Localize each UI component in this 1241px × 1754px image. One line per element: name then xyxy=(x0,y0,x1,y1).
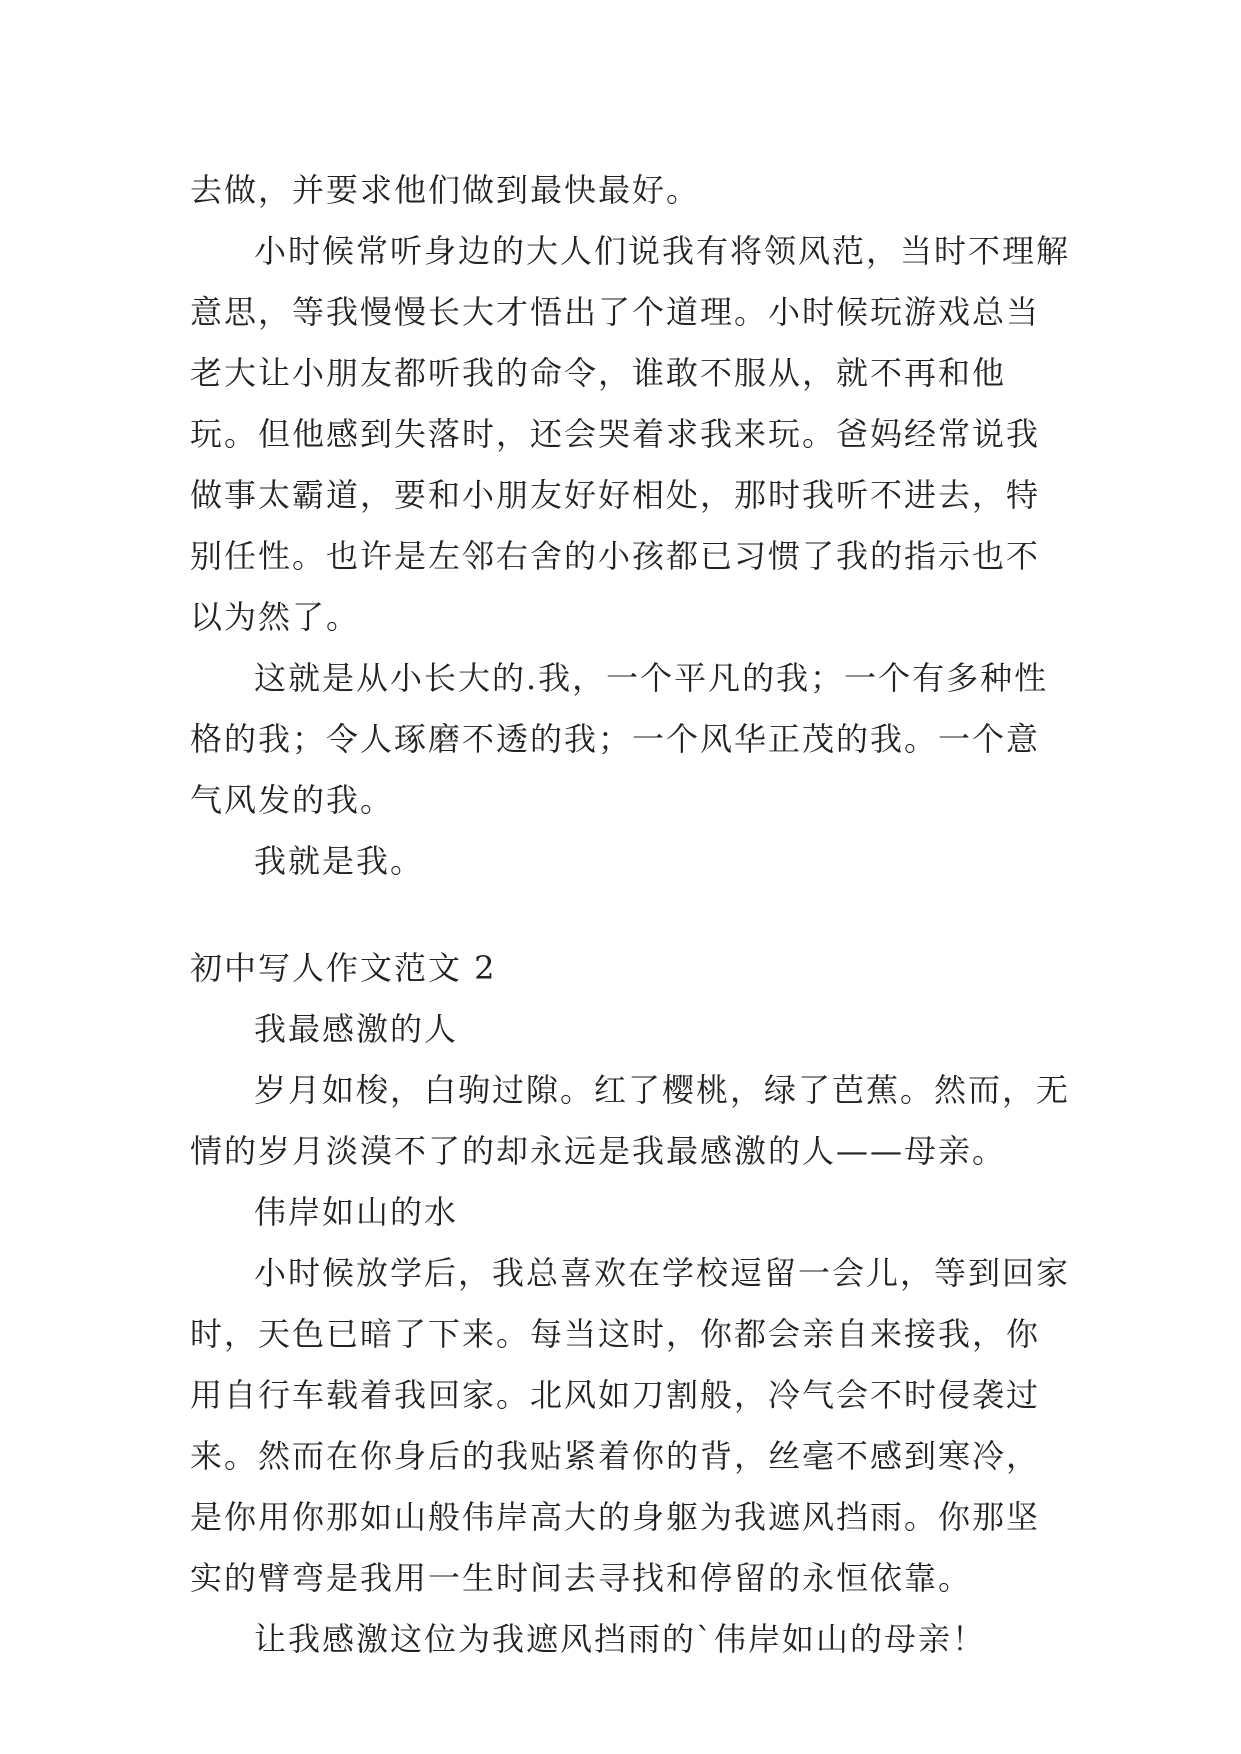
paragraph-summary: 这就是从小长大的.我，一个平凡的我；一个有多种性格的我；令人琢磨不透的我；一个风华正茂的我。一个意气风发的我。 xyxy=(190,659,1049,819)
section-subtitle: 伟岸如山的水 xyxy=(254,1193,459,1231)
paragraph-end: 我就是我。 xyxy=(254,842,425,880)
essay-title: 我最感激的人 xyxy=(254,1010,459,1048)
paragraph-childhood: 小时候常听身边的大人们说我有将领风范，当时不理解意思，等我慢慢长大才悟出了个道理。小时候玩游戏总当老大让小朋友都听我的命令，谁敢不服从，就不再和他玩。但他感到失落时，还会哭着求我来玩。爸妈经常说我做事太霸道，要和小朋友好好相处，那时我听不进去，特别任性。也许是左邻右舍的小孩都已习惯了我的指示也不以为然了。 xyxy=(190,232,1071,636)
paragraph-continuation: 去做，并要求他们做到最快最好。 xyxy=(190,171,701,209)
essay-heading: 初中写人作文范文 2 xyxy=(190,949,497,987)
paragraph-intro: 岁月如梭，白驹过隙。红了樱桃，绿了芭蕉。然而，无情的岁月淡漠不了的却永远是我最感激的人——母亲。 xyxy=(190,1071,1071,1170)
document-body xyxy=(190,160,1070,1670)
paragraph-story: 小时候放学后，我总喜欢在学校逗留一会儿，等到回家时，天色已暗了下来。每当这时，你都会亲自来接我，你用自行车载着我回家。北风如刀割般，冷气会不时侵袭过来。然而在你身后的我贴紧着你的背，丝毫不感到寒冷，是你用你那如山般伟岸高大的身躯为我遮风挡雨。你那坚实的臂弯是我用一生时间去寻找和停留的永恒依靠。 xyxy=(190,1254,1071,1597)
paragraph-close: 让我感激这位为我遮风挡雨的`伟岸如山的母亲！ xyxy=(254,1620,987,1658)
